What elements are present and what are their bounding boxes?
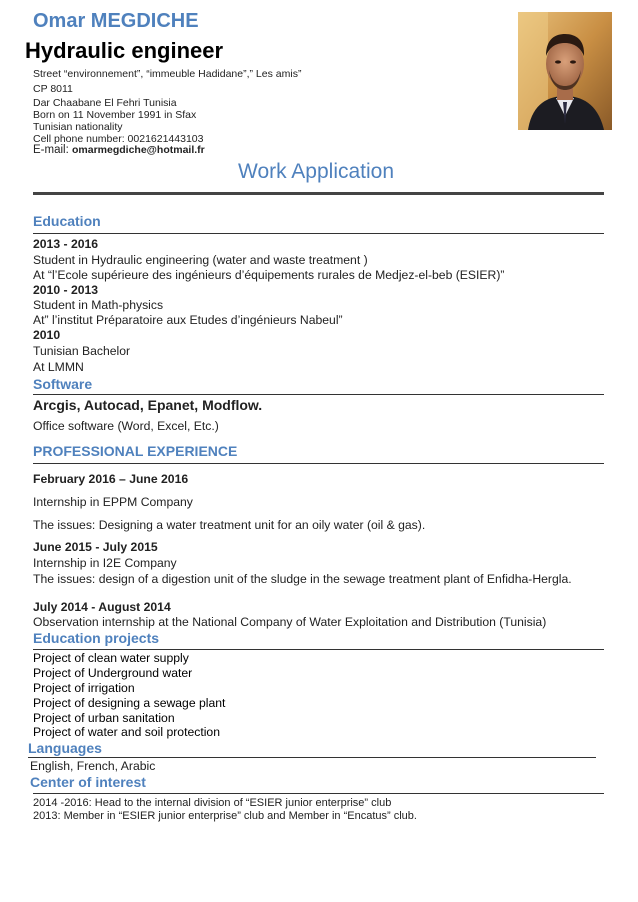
email-line (33, 144, 205, 156)
education-period: 2013 - 2016 (33, 237, 99, 251)
address-line: Street “environnement”, “immeuble Hadidane”,” Les amis” (33, 68, 302, 80)
education-degree: Tunisian Bachelor (33, 344, 131, 358)
experience-period: June 2015 - July 2015 (33, 540, 158, 554)
project-item: Project of clean water supply (33, 651, 189, 665)
languages-text: English, French, Arabic (30, 759, 156, 773)
education-school: At “l’Ecole supérieure des ingénieurs d’équipements rurales de Medjez-el-beb (ESIER)” (33, 268, 505, 282)
project-item: Project of irrigation (33, 681, 135, 695)
experience-divider (33, 463, 604, 464)
interest-item: 2013: Member in “ESIER junior enterprise” club and Member in “Encatus” club. (33, 810, 417, 822)
software-main: Arcgis, Autocad, Epanet, Modflow. (33, 397, 263, 413)
project-item: Project of designing a sewage plant (33, 696, 226, 710)
interest-heading: Center of interest (30, 774, 146, 790)
city-line: Dar Chaabane El Fehri Tunisia (33, 97, 177, 109)
education-school: At LMMN (33, 360, 84, 374)
email-label: E-mail: (33, 144, 72, 156)
project-item: Project of Underground water (33, 666, 193, 680)
project-item: Project of urban sanitation (33, 711, 175, 725)
experience-period: February 2016 – June 2016 (33, 472, 189, 486)
education-divider (33, 233, 604, 234)
phone-line: Cell phone number: 0021621443103 (33, 133, 204, 145)
languages-heading: Languages (28, 740, 102, 756)
languages-divider (28, 757, 596, 758)
projects-heading: Education projects (33, 630, 160, 646)
project-item: Project of water and soil protection (33, 725, 220, 739)
education-school: At” l’institut Préparatoire aux Etudes d’ingénieurs Nabeul” (33, 313, 343, 327)
birth-line: Born on 11 November 1991 in Sfax (33, 109, 197, 121)
document-title: Work Application (238, 160, 395, 183)
education-period: 2010 (33, 328, 61, 342)
portrait-photo (518, 12, 612, 130)
software-heading: Software (33, 376, 93, 392)
education-degree: Student in Math-physics (33, 298, 164, 312)
education-heading: Education (33, 213, 101, 229)
experience-company: Internship in EPPM Company (33, 495, 193, 509)
software-office: Office software (Word, Excel, Etc.) (33, 419, 219, 433)
experience-issue: The issues: design of a digestion unit of the sludge in the sewage treatment plant of Enfidha-Hergla. (33, 572, 572, 586)
experience-heading: PROFESSIONAL EXPERIENCE (33, 443, 238, 459)
interest-divider (33, 793, 604, 794)
candidate-name: Omar MEGDICHE (33, 10, 199, 32)
title-divider (33, 192, 604, 195)
experience-company: Internship in I2E Company (33, 556, 177, 570)
experience-company: Observation internship at the National Company of Water Exploitation and Distribution (Tunisia) (33, 615, 547, 629)
projects-divider (33, 649, 604, 650)
nationality-line: Tunisian nationality (33, 121, 123, 133)
postal-code: CP 8011 (33, 83, 73, 95)
job-title: Hydraulic engineer (25, 38, 224, 63)
experience-period: July 2014 - August 2014 (33, 600, 171, 614)
software-divider (33, 394, 604, 395)
education-degree: Student in Hydraulic engineering (water and waste treatment ) (33, 253, 368, 267)
interest-item: 2014 -2016: Head to the internal division of “ESIER junior enterprise” club (33, 797, 392, 809)
email-address[interactable]: omarmegdiche@hotmail.fr (71, 144, 205, 156)
experience-issue: The issues: Designing a water treatment unit for an oily water (oil & gas). (33, 518, 426, 532)
education-period: 2010 - 2013 (33, 283, 99, 297)
